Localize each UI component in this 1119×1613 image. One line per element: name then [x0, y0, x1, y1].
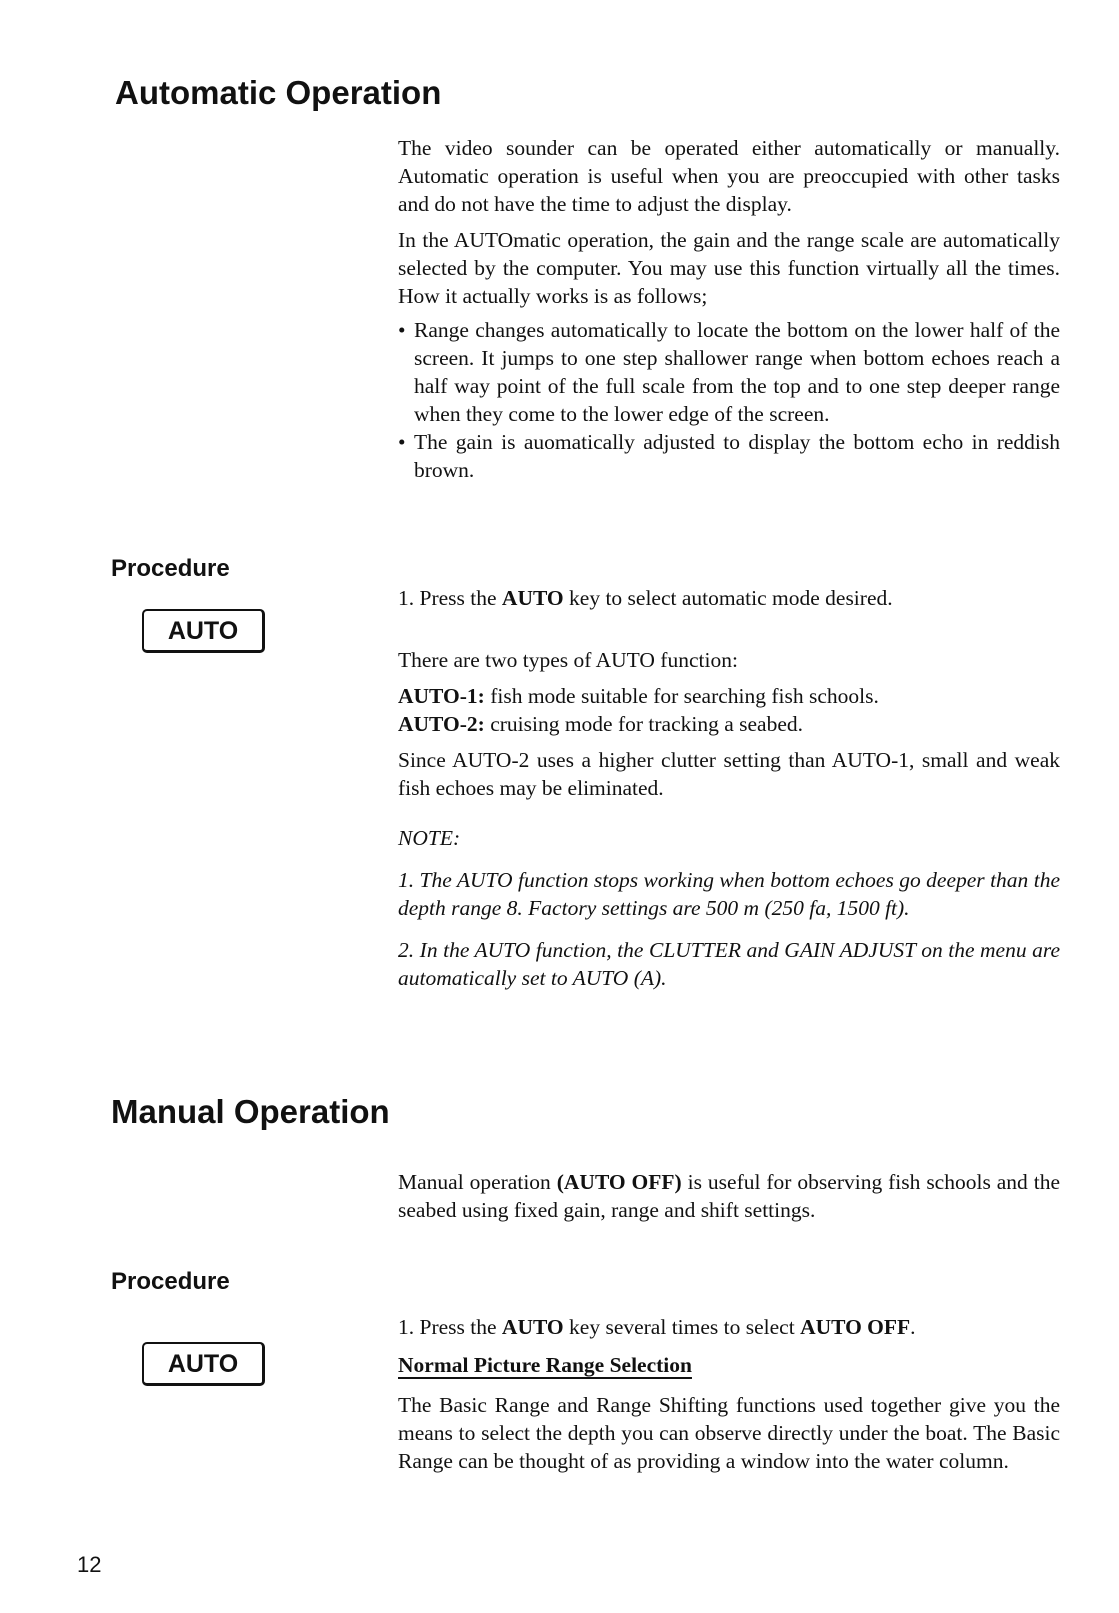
manual-procedure-block	[398, 1313, 1060, 1475]
range-selection-paragraph: The Basic Range and Range Shifting functions used together give you the means to select the depth you can observe directly under the boat. The Basic Range can be thought of as providing a window into the water column.	[398, 1393, 1060, 1473]
auto-bullet-gain: • The gain is auomatically adjusted to display the bottom echo in reddish brown.	[398, 428, 1060, 484]
auto-procedure-block	[398, 584, 1060, 992]
auto-step-1: 1. Press the AUTO key to select automatic mode desired.	[398, 586, 893, 610]
note-item-2: 2. In the AUTO function, the CLUTTER and GAIN ADJUST on the menu are automatically set to AUTO (A).	[398, 938, 1060, 990]
auto-types-intro: There are two types of AUTO function:	[398, 648, 738, 672]
manual-procedure-heading: Procedure	[111, 1268, 230, 1295]
note-label: NOTE:	[398, 826, 461, 850]
auto-1-description: AUTO-1: fish mode suitable for searching fish schools.	[398, 684, 879, 708]
manual-operation-heading: Manual Operation	[111, 1093, 390, 1130]
auto-bullet-list	[398, 316, 1060, 484]
manual-intro-block	[398, 1168, 1060, 1224]
page-number: 12	[77, 1552, 102, 1577]
auto-2-description: AUTO-2: cruising mode for tracking a seabed.	[398, 712, 804, 736]
manual-intro-paragraph: Manual operation (AUTO OFF) is useful for observing fish schools and the seabed using fixed gain, range and shift settings.	[398, 1170, 1060, 1222]
auto-key-graphic: AUTO	[142, 609, 265, 653]
manual-auto-key-graphic: AUTO	[142, 1342, 265, 1386]
auto-bullet-range: • Range changes automatically to locate the bottom on the lower half of the screen. It jumps to one step shallower range when bottom echoes reach a half way point of the full scale from the top and to one step deeper range when they come to the lower edge of the screen.	[398, 316, 1060, 428]
auto-clutter-paragraph: Since AUTO-2 uses a higher clutter setting than AUTO-1, small and weak fish echoes may be eliminated.	[398, 748, 1060, 800]
normal-picture-range-heading: Normal Picture Range Selection	[398, 1353, 692, 1377]
auto-intro-paragraph-2: In the AUTOmatic operation, the gain and the range scale are automatically selected by the computer. You may use this function virtually all the times. How it actually works is as follows;	[398, 228, 1060, 308]
auto-intro-paragraph-1: The video sounder can be operated either automatically or manually. Automatic operation is useful when you are preoccupied with other tasks and do not have the time to adjust the display.	[398, 136, 1060, 216]
auto-intro-block	[398, 134, 1060, 484]
automatic-operation-heading: Automatic Operation	[115, 74, 442, 111]
manual-step-1: 1. Press the AUTO key several times to select AUTO OFF.	[398, 1315, 916, 1339]
auto-procedure-heading: Procedure	[111, 555, 230, 582]
note-item-1: 1. The AUTO function stops working when bottom echoes go deeper than the depth range 8. Factory settings are 500 m (250 fa, 1500 ft).	[398, 868, 1060, 920]
